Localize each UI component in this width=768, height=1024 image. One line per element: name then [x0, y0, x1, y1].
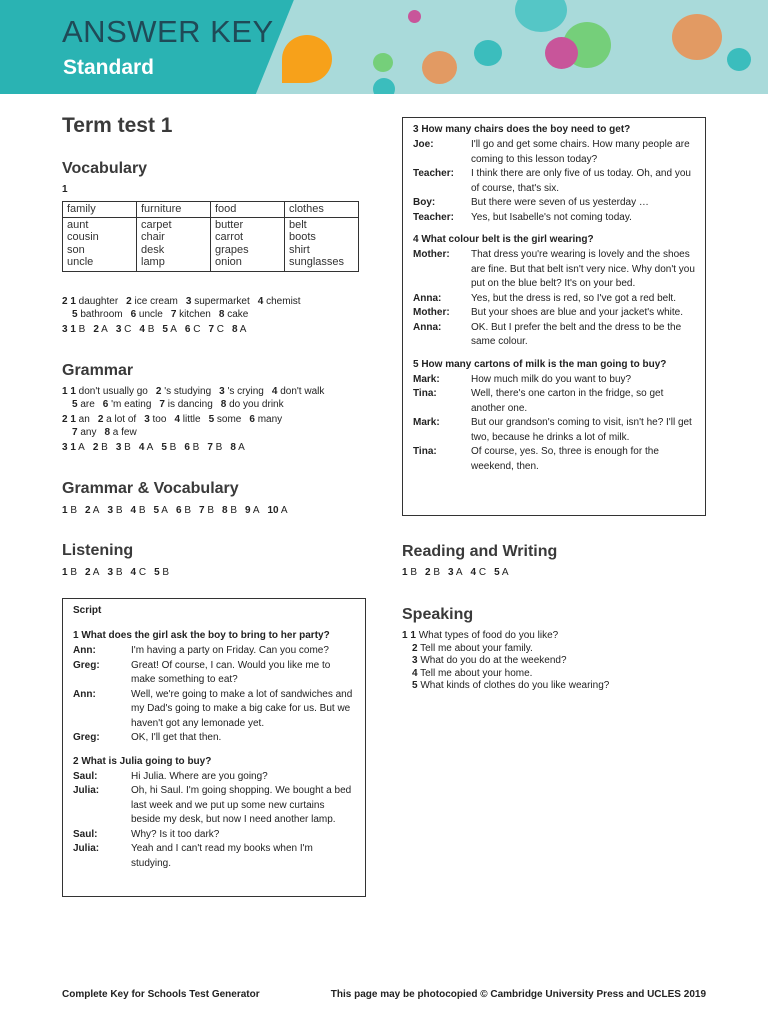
- dialogue: [73, 644, 355, 746]
- table-header: furniture: [137, 202, 211, 218]
- answer-text: are: [77, 398, 95, 410]
- answer-number: 5: [154, 567, 160, 578]
- answer-number: 8: [232, 324, 238, 335]
- answer-text: B: [430, 567, 441, 578]
- dialogue-line: [413, 292, 695, 307]
- answer-text: A: [235, 442, 245, 453]
- answer-number: 4: [257, 296, 264, 307]
- answer-key-title: ANSWER KEY: [62, 14, 274, 49]
- answer-number: 6: [249, 414, 255, 425]
- dialogue-line: [413, 321, 695, 350]
- answer-text: many: [254, 414, 283, 425]
- script-box-left: [62, 598, 366, 897]
- answer-number: 3: [219, 386, 225, 397]
- vocabulary-q3: [62, 324, 246, 337]
- answer-text: little: [180, 414, 201, 425]
- grammar-q3: [62, 442, 245, 455]
- answer-number: 4: [130, 505, 137, 516]
- answer-number: 5: [72, 398, 78, 410]
- vocabulary-q2: [62, 296, 301, 321]
- speech: Yes, but Isabelle's not coming today.: [471, 211, 632, 223]
- answer-number: 3 1: [62, 324, 76, 335]
- answer-text: uncle: [136, 308, 163, 320]
- speech: Why? Is it too dark?: [131, 828, 220, 840]
- answer-text: 's studying: [161, 386, 212, 397]
- table-cell: butter carrot grapes onion: [211, 217, 285, 271]
- answer-number: 7: [199, 505, 205, 516]
- table-cell: belt boots shirt sunglasses: [285, 217, 359, 271]
- grammar-vocab-heading: Grammar & Vocabulary: [62, 480, 239, 497]
- speaker: Joe:: [413, 139, 434, 150]
- answer-text: B: [189, 442, 200, 453]
- speaker: Ann:: [73, 645, 96, 656]
- answer-number: 3: [107, 567, 114, 578]
- answer-key-subtitle: Standard: [63, 56, 155, 79]
- answer-line: [62, 296, 301, 309]
- answer-number: 3: [115, 324, 122, 335]
- answer-number: 5: [153, 505, 160, 516]
- dialogue-line: [413, 416, 695, 445]
- speaker: Mark:: [413, 373, 440, 385]
- dialogue-line: [413, 306, 695, 321]
- answer-text: a lot of: [103, 414, 137, 425]
- dialogue-line: [413, 248, 695, 292]
- reading-writing-heading: Reading and Writing: [402, 543, 558, 560]
- speech: Yeah and I can't read my books when I'm studying.: [131, 843, 313, 869]
- answer-text: A: [75, 442, 85, 453]
- answer-text: C: [121, 324, 132, 335]
- answer-text: bathroom: [77, 308, 123, 320]
- answer-number: 6: [184, 324, 191, 335]
- answer-text: C: [136, 567, 147, 578]
- answer-number: 3: [185, 296, 192, 307]
- vocabulary-heading: Vocabulary: [62, 160, 148, 177]
- answer-text: C: [214, 324, 224, 335]
- decor-dot: [515, 0, 567, 32]
- answer-text: 's crying: [224, 386, 264, 397]
- answer-text: an: [75, 414, 90, 425]
- answer-text: B: [121, 442, 131, 453]
- table-header: family: [63, 202, 137, 218]
- answer-text: A: [90, 567, 100, 578]
- answer-text: B: [113, 567, 123, 578]
- dialogue: [413, 138, 695, 225]
- dialogue-line: [413, 138, 695, 167]
- header-banner: [0, 0, 768, 94]
- answer-number: 1 1: [62, 386, 76, 397]
- answer-text: some: [214, 414, 242, 425]
- script-question: 1 What does the girl ask the boy to bring to her party?: [73, 630, 330, 641]
- footer-left: Complete Key for Schools Test Generator: [62, 989, 260, 1000]
- answer-number: 8: [222, 505, 228, 516]
- answer-text: B: [67, 505, 78, 516]
- answer-text: ice cream: [131, 296, 178, 307]
- answer-text: B: [227, 505, 238, 516]
- answer-text: is dancing: [164, 398, 213, 410]
- table-cell: carpet chair desk lamp: [137, 217, 211, 271]
- speaker: Saul:: [73, 770, 98, 782]
- dialogue-line: [413, 196, 695, 211]
- answer-number: 1: [62, 567, 68, 578]
- answer-number: 8: [220, 398, 227, 410]
- speaker: Teacher:: [413, 168, 454, 179]
- script-question: 2 What is Julia going to buy?: [73, 755, 212, 767]
- answer-number: 4: [139, 324, 145, 335]
- decor-dot: [373, 78, 395, 94]
- speaking-item: 5 What kinds of clothes do you like wearing?: [412, 680, 610, 691]
- speaker: Anna:: [413, 321, 442, 333]
- answer-text: A: [98, 324, 108, 335]
- speaker: Greg:: [73, 659, 100, 671]
- speaking-item: 1 1 What types of food do you like?: [402, 630, 559, 641]
- answer-number: 3: [115, 442, 122, 453]
- speaker: Mother:: [413, 307, 450, 318]
- answer-number: 2: [92, 442, 99, 453]
- speaking-item: 3 What do you do at the weekend?: [412, 655, 567, 666]
- speaker: Boy:: [413, 197, 436, 208]
- answer-number: 7: [170, 308, 177, 320]
- speaker: Greg:: [73, 732, 100, 743]
- answer-number: 2: [85, 505, 91, 516]
- speech: OK, I'll get that then.: [131, 732, 222, 743]
- answer-text: B: [159, 567, 170, 578]
- answer-text: A: [159, 505, 168, 516]
- speaking-item: 2 Tell me about your family.: [412, 642, 533, 654]
- dialogue-line: [73, 770, 355, 785]
- answer-text: daughter: [75, 296, 119, 307]
- speech: But your shoes are blue and your jacket's white.: [471, 307, 684, 318]
- dialogue-line: [413, 167, 695, 196]
- answer-line: [62, 309, 301, 322]
- script-box-right: [402, 117, 706, 516]
- speech: I'm having a party on Friday. Can you come?: [131, 645, 329, 656]
- script-question: 4 What colour belt is the girl wearing?: [413, 234, 594, 245]
- grammar-q1: [62, 386, 324, 411]
- decor-dot: [545, 37, 578, 69]
- answer-number: 5: [72, 308, 78, 320]
- answer-number: 2: [425, 567, 431, 578]
- speaker: Julia:: [73, 843, 100, 854]
- answer-number: 2: [155, 386, 162, 397]
- answer-text: A: [237, 324, 247, 335]
- answer-number: 2: [126, 296, 132, 307]
- speech: I'll go and get some chairs. How many people are coming to this lesson today?: [471, 139, 690, 165]
- table-header: clothes: [285, 202, 359, 218]
- orange-shape: [282, 35, 332, 83]
- dialogue-line: [413, 387, 695, 416]
- answer-text: A: [250, 505, 260, 516]
- answer-number: 8: [104, 426, 111, 438]
- speaker: Mother:: [413, 249, 450, 260]
- speaker: Tina:: [413, 446, 437, 457]
- decor-dot: [474, 40, 502, 66]
- speaker: Saul:: [73, 828, 98, 840]
- answer-number: 4: [271, 386, 278, 397]
- dialogue: [413, 373, 695, 475]
- answer-text: B: [144, 324, 155, 335]
- answer-text: A: [499, 567, 509, 578]
- script-question: 5 How many cartons of milk is the man going to buy?: [413, 358, 667, 370]
- answer-text: B: [98, 442, 108, 453]
- script-label: Script: [73, 605, 102, 616]
- speaking-list: [402, 630, 609, 693]
- answer-number: 4: [174, 414, 180, 425]
- answer-text: A: [167, 324, 177, 335]
- answer-text: A: [144, 442, 154, 453]
- answer-text: B: [166, 442, 177, 453]
- answer-line: [62, 427, 282, 440]
- grammar-vocab-answers: [62, 505, 288, 518]
- speech: But our grandson's coming to visit, isn't he? I'll get two, because he drinks a lot of milk.: [471, 417, 692, 443]
- answer-text: B: [407, 567, 418, 578]
- speaker: Teacher:: [413, 211, 454, 223]
- answer-number: 2: [85, 567, 91, 578]
- answer-text: A: [278, 505, 288, 516]
- speech: But there were seven of us yesterday …: [471, 197, 649, 208]
- answer-text: B: [75, 324, 86, 335]
- speaking-heading: Speaking: [402, 606, 474, 623]
- answer-line: [62, 414, 282, 427]
- page-title: Term test 1: [62, 114, 173, 137]
- speaker: Julia:: [73, 785, 100, 796]
- speech: I think there are only five of us today. Oh, and you of course, that's six.: [471, 168, 691, 194]
- speech: Well, there's one carton in the fridge, so get another one.: [471, 388, 664, 414]
- answer-text: don't usually go: [75, 386, 148, 397]
- answer-number: 9: [245, 505, 251, 516]
- table-header: food: [211, 202, 285, 218]
- answer-number: 4: [138, 442, 145, 453]
- dialogue-line: [73, 688, 355, 732]
- answer-text: B: [113, 505, 123, 516]
- speech: OK. But I prefer the belt and the dress to be the same colour.: [471, 321, 682, 347]
- answer-number: 3: [448, 567, 454, 578]
- answer-text: B: [212, 442, 223, 453]
- script-question: 3 How many chairs does the boy need to get?: [413, 124, 631, 135]
- speaker: Tina:: [413, 388, 437, 399]
- answer-text: C: [190, 324, 201, 335]
- dialogue: [73, 770, 355, 872]
- speaking-item: 4 Tell me about your home.: [412, 667, 533, 679]
- speaker: Anna:: [413, 292, 442, 304]
- answer-text: A: [453, 567, 463, 578]
- answer-number: 3: [107, 505, 114, 516]
- answer-number: 5: [208, 414, 215, 425]
- dialogue-line: [413, 445, 695, 474]
- answer-number: 7: [159, 398, 165, 410]
- answer-number: 5: [494, 567, 500, 578]
- speech: Of course, yes. So, three is enough for the weekend, then.: [471, 446, 659, 472]
- dialogue-line: [73, 659, 355, 688]
- answer-text: do you drink: [226, 398, 284, 410]
- answer-number: 4: [130, 567, 137, 578]
- speech: Great! Of course, I can. Would you like me to make something to eat?: [131, 659, 331, 685]
- reading-writing-answers: [402, 567, 509, 580]
- answer-number: 4: [470, 567, 477, 578]
- answer-number: 5: [162, 324, 168, 335]
- decor-dot: [727, 48, 751, 71]
- answer-text: any: [77, 426, 97, 438]
- footer-right: This page may be photocopied © Cambridge University Press and UCLES 2019: [330, 989, 706, 1000]
- dialogue-line: [73, 784, 355, 828]
- decor-dot: [373, 53, 393, 72]
- grammar-heading: Grammar: [62, 362, 134, 379]
- answer-text: A: [90, 505, 100, 516]
- answer-text: C: [476, 567, 487, 578]
- speech: Oh, hi Saul. I'm going shopping. We bought a bed last week and we put up some new curtains beside my desk, but now I need another lamp.: [131, 785, 352, 825]
- answer-number: 1: [62, 505, 68, 516]
- speech: How much milk do you want to buy?: [471, 373, 632, 385]
- answer-number: 7: [72, 426, 78, 438]
- answer-number: 5: [161, 442, 167, 453]
- speech: Hi Julia. Where are you going?: [131, 770, 268, 782]
- answer-number: 2: [97, 414, 104, 425]
- answer-number: 3 1: [62, 442, 76, 453]
- answer-number: 8: [230, 442, 236, 453]
- answer-number: 1: [402, 567, 408, 578]
- answer-line: [62, 399, 324, 412]
- answer-text: chemist: [263, 296, 301, 307]
- answer-text: B: [136, 505, 146, 516]
- answer-number: 2 1: [62, 296, 76, 307]
- answer-number: 10: [267, 505, 279, 516]
- answer-number: 6: [184, 442, 190, 453]
- answer-number: 6: [175, 505, 182, 516]
- answer-text: B: [204, 505, 215, 516]
- speaker: Ann:: [73, 688, 96, 700]
- dialogue-line: [73, 644, 355, 659]
- decor-dot: [422, 51, 457, 84]
- speech: Yes, but the dress is red, so I've got a red belt.: [471, 292, 676, 304]
- answer-text: cake: [224, 308, 249, 320]
- decor-dot: [408, 10, 421, 23]
- answer-text: kitchen: [176, 308, 211, 320]
- answer-text: a few: [110, 426, 137, 438]
- answer-number: 2 1: [62, 414, 76, 425]
- answer-number: 3: [144, 414, 150, 425]
- answer-text: B: [181, 505, 191, 516]
- vocabulary-table: [62, 201, 359, 272]
- decor-dot: [672, 14, 722, 60]
- speaker: Mark:: [413, 417, 440, 428]
- answer-text: supermarket: [191, 296, 250, 307]
- vocabulary-q1-number: 1: [62, 184, 68, 195]
- grammar-q2: [62, 414, 282, 439]
- dialogue-line: [73, 828, 355, 843]
- dialogue: [413, 248, 695, 350]
- answer-number: 7: [207, 442, 213, 453]
- answer-text: don't walk: [277, 386, 325, 397]
- listening-answers: [62, 567, 169, 580]
- answer-number: 2: [93, 324, 99, 335]
- dialogue-line: [413, 373, 695, 388]
- listening-heading: Listening: [62, 542, 134, 559]
- answer-number: 6: [130, 308, 137, 320]
- speech: Well, we're going to make a lot of sandwiches and my Dad's going to make a big cake for us. But we haven't got any lemonade yet.: [131, 688, 353, 729]
- answer-number: 8: [218, 308, 225, 320]
- answer-text: B: [67, 567, 78, 578]
- answer-text: 'm eating: [108, 398, 152, 410]
- answer-number: 7: [208, 324, 214, 335]
- dialogue-line: [413, 211, 695, 226]
- answer-line: [62, 386, 324, 399]
- table-cell: aunt cousin son uncle: [63, 217, 137, 271]
- answer-text: too: [149, 414, 167, 425]
- speech: That dress you're wearing is lovely and the shoes are fine. But that belt isn't very nice. Why don't you put on the blue belt? It's on your bed.: [471, 249, 695, 289]
- dialogue-line: [73, 731, 355, 746]
- answer-number: 6: [102, 398, 109, 410]
- dialogue-line: [73, 842, 355, 871]
